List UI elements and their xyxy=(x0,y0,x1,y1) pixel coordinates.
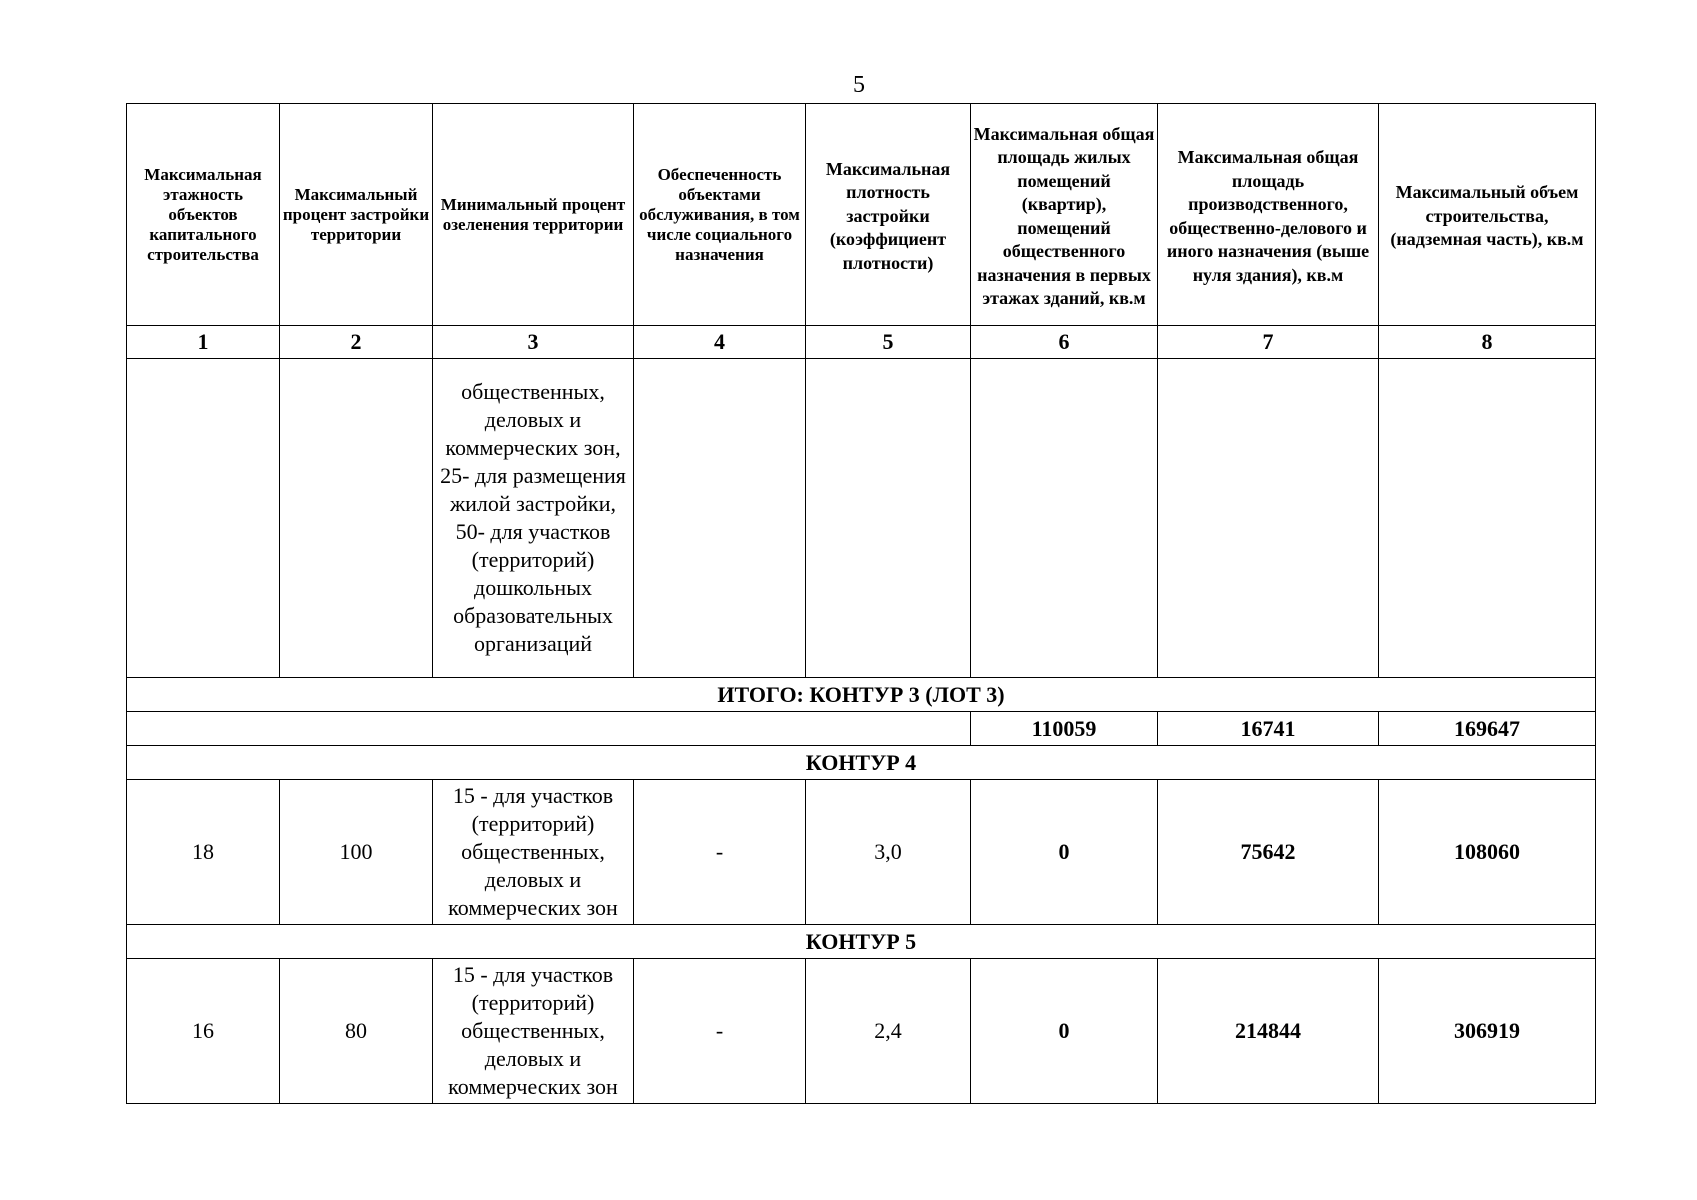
contour5-services: - xyxy=(634,959,806,1104)
continuation-cell-empty xyxy=(806,359,971,678)
header-row xyxy=(127,104,1596,326)
contour4-title: КОНТУР 4 xyxy=(127,746,1596,780)
column-number: 1 xyxy=(127,326,280,359)
contour4-build-percent: 100 xyxy=(280,780,433,925)
total-contour3-title: ИТОГО: КОНТУР 3 (ЛОТ 3) xyxy=(127,678,1596,712)
continuation-cell-empty xyxy=(1158,359,1379,678)
contour5-landscaping: 15 - для участков (территорий) общественных, деловых и коммерческих зон xyxy=(433,959,634,1104)
contour4-landscaping: 15 - для участков (территорий) общественных, деловых и коммерческих зон xyxy=(433,780,634,925)
contour4-floors: 18 xyxy=(127,780,280,925)
continuation-cell-empty xyxy=(280,359,433,678)
parameters-table xyxy=(126,103,1596,1104)
contour4-data-row xyxy=(127,780,1596,925)
column-number: 2 xyxy=(280,326,433,359)
column-number: 4 xyxy=(634,326,806,359)
continuation-cell-empty xyxy=(1379,359,1596,678)
page-number: 5 xyxy=(853,72,865,98)
contour5-construction-volume: 306919 xyxy=(1379,959,1596,1104)
contour4-construction-volume: 108060 xyxy=(1379,780,1596,925)
header-cell-6: Максимальная общая площадь жилых помещений (квартир), помещений общественного назначения в первых этажах зданий, кв.м xyxy=(971,104,1158,326)
column-number: 8 xyxy=(1379,326,1596,359)
contour4-residential-area: 0 xyxy=(971,780,1158,925)
header-cell-2: Максимальный процент застройки территории xyxy=(280,104,433,326)
column-number: 3 xyxy=(433,326,634,359)
total-contour3-values-row xyxy=(127,712,1596,746)
continuation-cell-empty xyxy=(971,359,1158,678)
header-cell-5: Максимальная плотность застройки (коэффициент плотности) xyxy=(806,104,971,326)
contour5-residential-area: 0 xyxy=(971,959,1158,1104)
header-cell-8: Максимальный объем строительства, (надземная часть), кв.м xyxy=(1379,104,1596,326)
contour5-floors: 16 xyxy=(127,959,280,1104)
total-contour3-title-row xyxy=(127,678,1596,712)
continuation-cell-empty xyxy=(127,359,280,678)
contour4-density: 3,0 xyxy=(806,780,971,925)
column-number-row xyxy=(127,326,1596,359)
contour5-commercial-area: 214844 xyxy=(1158,959,1379,1104)
contour5-build-percent: 80 xyxy=(280,959,433,1104)
contour5-data-row xyxy=(127,959,1596,1104)
total-contour3-col8: 169647 xyxy=(1379,712,1596,746)
total-contour3-col6: 110059 xyxy=(971,712,1158,746)
header-cell-7: Максимальная общая площадь производственного, общественно-делового и иного назначения (выше нуля здания), кв.м xyxy=(1158,104,1379,326)
total-contour3-empty-cell xyxy=(127,712,971,746)
continuation-landscaping-text: общественных, деловых и коммерческих зон, 25- для размещения жилой застройки, 50- для участков (территорий) дошкольных образовательных организаций xyxy=(433,359,634,678)
header-cell-1: Максимальная этажность объектов капитального строительства xyxy=(127,104,280,326)
total-contour3-col7: 16741 xyxy=(1158,712,1379,746)
column-number: 6 xyxy=(971,326,1158,359)
contour5-title-row xyxy=(127,925,1596,959)
continuation-cell-empty xyxy=(634,359,806,678)
contour4-commercial-area: 75642 xyxy=(1158,780,1379,925)
header-cell-4: Обеспеченность объектами обслуживания, в том числе социального назначения xyxy=(634,104,806,326)
contour5-density: 2,4 xyxy=(806,959,971,1104)
continuation-row xyxy=(127,359,1596,678)
contour5-title: КОНТУР 5 xyxy=(127,925,1596,959)
contour4-title-row xyxy=(127,746,1596,780)
header-cell-3: Минимальный процент озеленения территории xyxy=(433,104,634,326)
column-number: 5 xyxy=(806,326,971,359)
column-number: 7 xyxy=(1158,326,1379,359)
contour4-services: - xyxy=(634,780,806,925)
